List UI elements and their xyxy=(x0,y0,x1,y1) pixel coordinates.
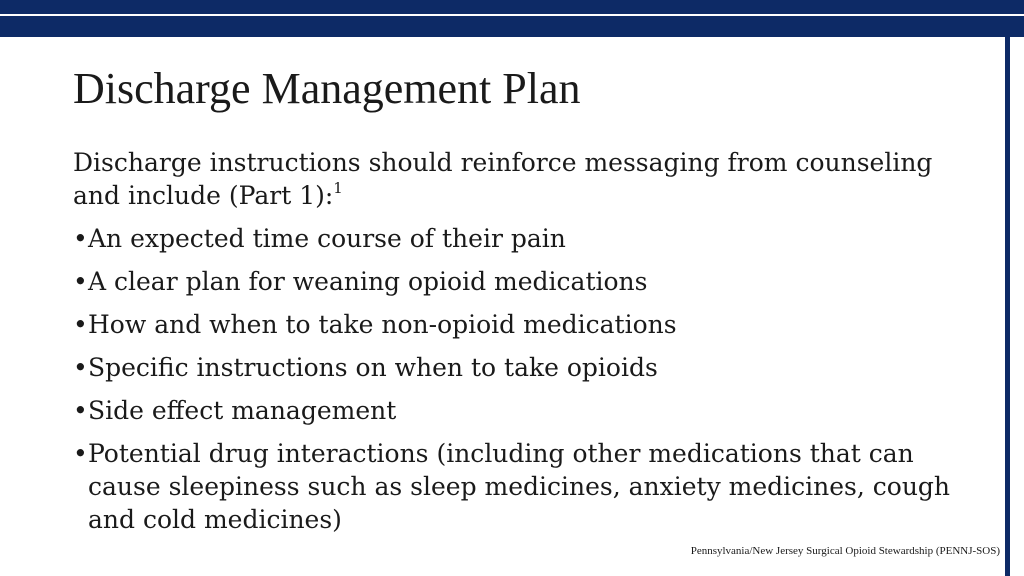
bullet-item xyxy=(73,265,953,298)
header-stripe xyxy=(0,14,1024,16)
bullet-icon: • xyxy=(73,439,88,468)
bullet-item xyxy=(73,351,953,384)
slide-title: Discharge Management Plan xyxy=(73,64,581,113)
bullet-text: Side effect management xyxy=(88,396,397,425)
bullet-item xyxy=(73,308,953,341)
bullet-icon: • xyxy=(73,310,88,339)
bullet-item xyxy=(73,437,953,536)
header-band xyxy=(0,0,1024,37)
bullet-text: An expected time course of their pain xyxy=(88,224,566,253)
bullet-item xyxy=(73,394,953,427)
bullet-icon: • xyxy=(73,396,88,425)
intro-text: Discharge instructions should reinforce messaging from counseling and include (Part 1): xyxy=(73,148,933,210)
bullet-text: A clear plan for weaning opioid medications xyxy=(88,267,648,296)
bullet-icon: • xyxy=(73,224,88,253)
intro-paragraph xyxy=(73,146,953,212)
slide-body xyxy=(73,146,953,546)
right-edge-bar xyxy=(1005,37,1010,576)
citation-superscript: 1 xyxy=(333,178,343,197)
bullet-icon: • xyxy=(73,267,88,296)
bullet-icon: • xyxy=(73,353,88,382)
bullet-text: Potential drug interactions (including other medications that can cause sleepiness such as sleep medicines, anxiety medicines, cough and cold medicines) xyxy=(88,439,951,534)
bullet-text: Specific instructions on when to take opioids xyxy=(88,353,658,382)
bullet-item xyxy=(73,222,953,255)
bullet-list xyxy=(73,222,953,536)
footer-credit: Pennsylvania/New Jersey Surgical Opioid Stewardship (PENNJ-SOS) xyxy=(690,545,1000,557)
bullet-text: How and when to take non-opioid medications xyxy=(88,310,677,339)
